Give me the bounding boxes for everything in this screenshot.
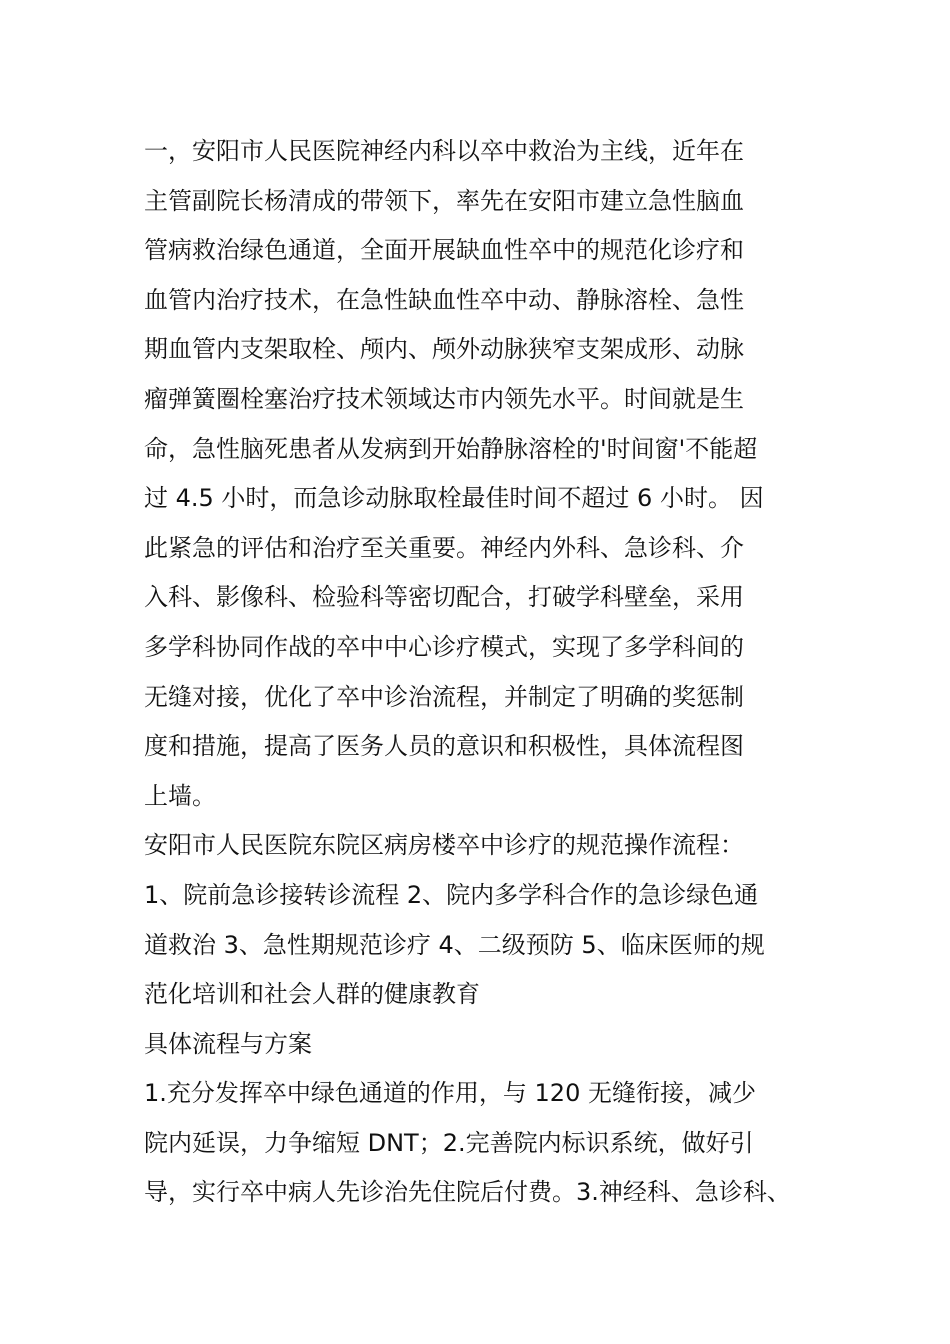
text-line: 范化培训和社会人群的健康教育 bbox=[144, 980, 480, 1009]
text-line: 期血管内支架取栓、颅内、颅外动脉狭窄支架成形、动脉 bbox=[144, 335, 744, 364]
text-line: 度和措施，提高了医务人员的意识和积极性，具体流程图 bbox=[144, 732, 744, 761]
text-line: 入科、影像科、检验科等密切配合，打破学科壁垒，采用 bbox=[144, 583, 744, 612]
text-line: 主管副院长杨清成的带领下，率先在安阳市建立急性脑血 bbox=[144, 186, 744, 215]
text-line: 管病救治绿色通道，全面开展缺血性卒中的规范化诊疗和 bbox=[144, 236, 744, 265]
text-line: 上墙。 bbox=[144, 781, 216, 810]
section-heading: 安阳市人民医院东院区病房楼卒中诊疗的规范操作流程： bbox=[144, 831, 744, 860]
text-line: 血管内治疗技术，在急性缺血性卒中动、静脉溶栓、急性 bbox=[144, 285, 744, 314]
text-line: 道救治 3、急性期规范诊疗 4、二级预防 5、临床医师的规 bbox=[144, 930, 765, 959]
text-line: 此紧急的评估和治疗至关重要。神经内外科、急诊科、介 bbox=[144, 533, 744, 562]
document-body bbox=[144, 127, 834, 1218]
text-line: 一，安阳市人民医院神经内科以卒中救治为主线，近年在 bbox=[144, 137, 744, 165]
text-line: 命，急性脑死患者从发病到开始静脉溶栓的'时间窗'不能超 bbox=[144, 434, 758, 463]
text-line: 1.充分发挥卒中绿色通道的作用，与 120 无缝衔接，减少 bbox=[144, 1079, 756, 1108]
text-line: 瘤弹簧圈栓塞治疗技术领域达市内领先水平。时间就是生 bbox=[144, 384, 744, 413]
text-line: 院内延误，力争缩短 DNT；2.完善院内标识系统，做好引 bbox=[144, 1128, 754, 1157]
text-line: 多学科协同作战的卒中中心诊疗模式，实现了多学科间的 bbox=[144, 632, 744, 661]
text-line: 过 4.5 小时，而急诊动脉取栓最佳时间不超过 6 小时。 因 bbox=[144, 484, 764, 513]
text-line: 无缝对接，优化了卒中诊治流程，并制定了明确的奖惩制 bbox=[144, 682, 744, 711]
text-line: 1、院前急诊接转诊流程 2、院内多学科合作的急诊绿色通 bbox=[144, 880, 759, 909]
section-heading: 具体流程与方案 bbox=[144, 1029, 312, 1058]
text-line: 导，实行卒中病人先诊治先住院后付费。3.神经科、急诊科、 bbox=[144, 1178, 791, 1207]
